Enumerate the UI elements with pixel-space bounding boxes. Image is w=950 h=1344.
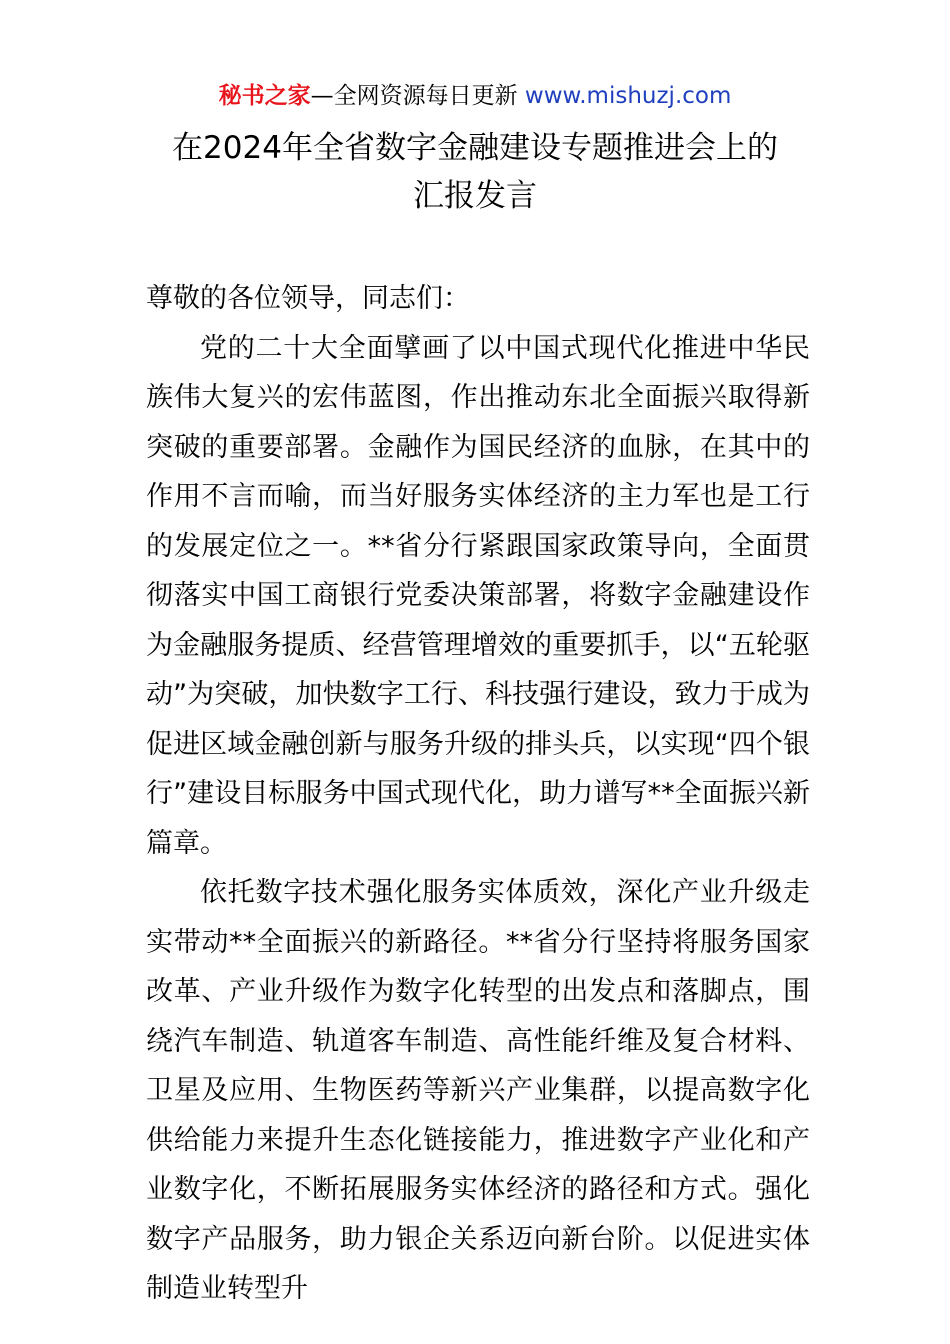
document-title-line-1: 在2024年全省数字金融建设专题推进会上的 — [172, 130, 778, 166]
document-title-line-2: 汇报发言 — [413, 178, 537, 214]
site-brand: 秘书之家 — [218, 83, 311, 109]
site-header — [0, 80, 950, 112]
salutation: 尊敬的各位领导，同志们： — [146, 283, 470, 314]
paragraph: 依托数字技术强化服务实体质效，深化产业升级走实带动**全面振兴的新路径。**省分行坚持将服务国家改革、产业升级作为数字化转型的出发点和落脚点，围绕汽车制造、轨道客车制造、高性能纤维及复合材料、卫星及应用、生物医药等新兴产业集群，以提高数字化供给能力来提升生态化链接能力，推进数字产业化和产业数字化，不断拓展服务实体经济的路径和方式。强化数字产品服务，助力银企关系迈向新台阶。以促进实体制造业转型升 — [146, 877, 810, 1304]
site-url-link[interactable]: www.mishuzj.com — [524, 83, 732, 109]
site-tagline: —全网资源每日更新 — [310, 83, 518, 109]
paragraph: 党的二十大全面擘画了以中国式现代化推进中华民族伟大复兴的宏伟蓝图，作出推动东北全面振兴取得新突破的重要部署。金融作为国民经济的血脉，在其中的作用不言而喻，而当好服务实体经济的主力军也是工行的发展定位之一。**省分行紧跟国家政策导向，全面贯彻落实中国工商银行党委决策部署，将数字金融建设作为金融服务提质、经营管理增效的重要抓手，以“五轮驱动”为突破，加快数字工行、科技强行建设，致力于成为促进区域金融创新与服务升级的排头兵，以实现“四个银行”建设目标服务中国式现代化，助力谱写**全面振兴新篇章。 — [146, 332, 810, 859]
document-body — [146, 274, 810, 1314]
